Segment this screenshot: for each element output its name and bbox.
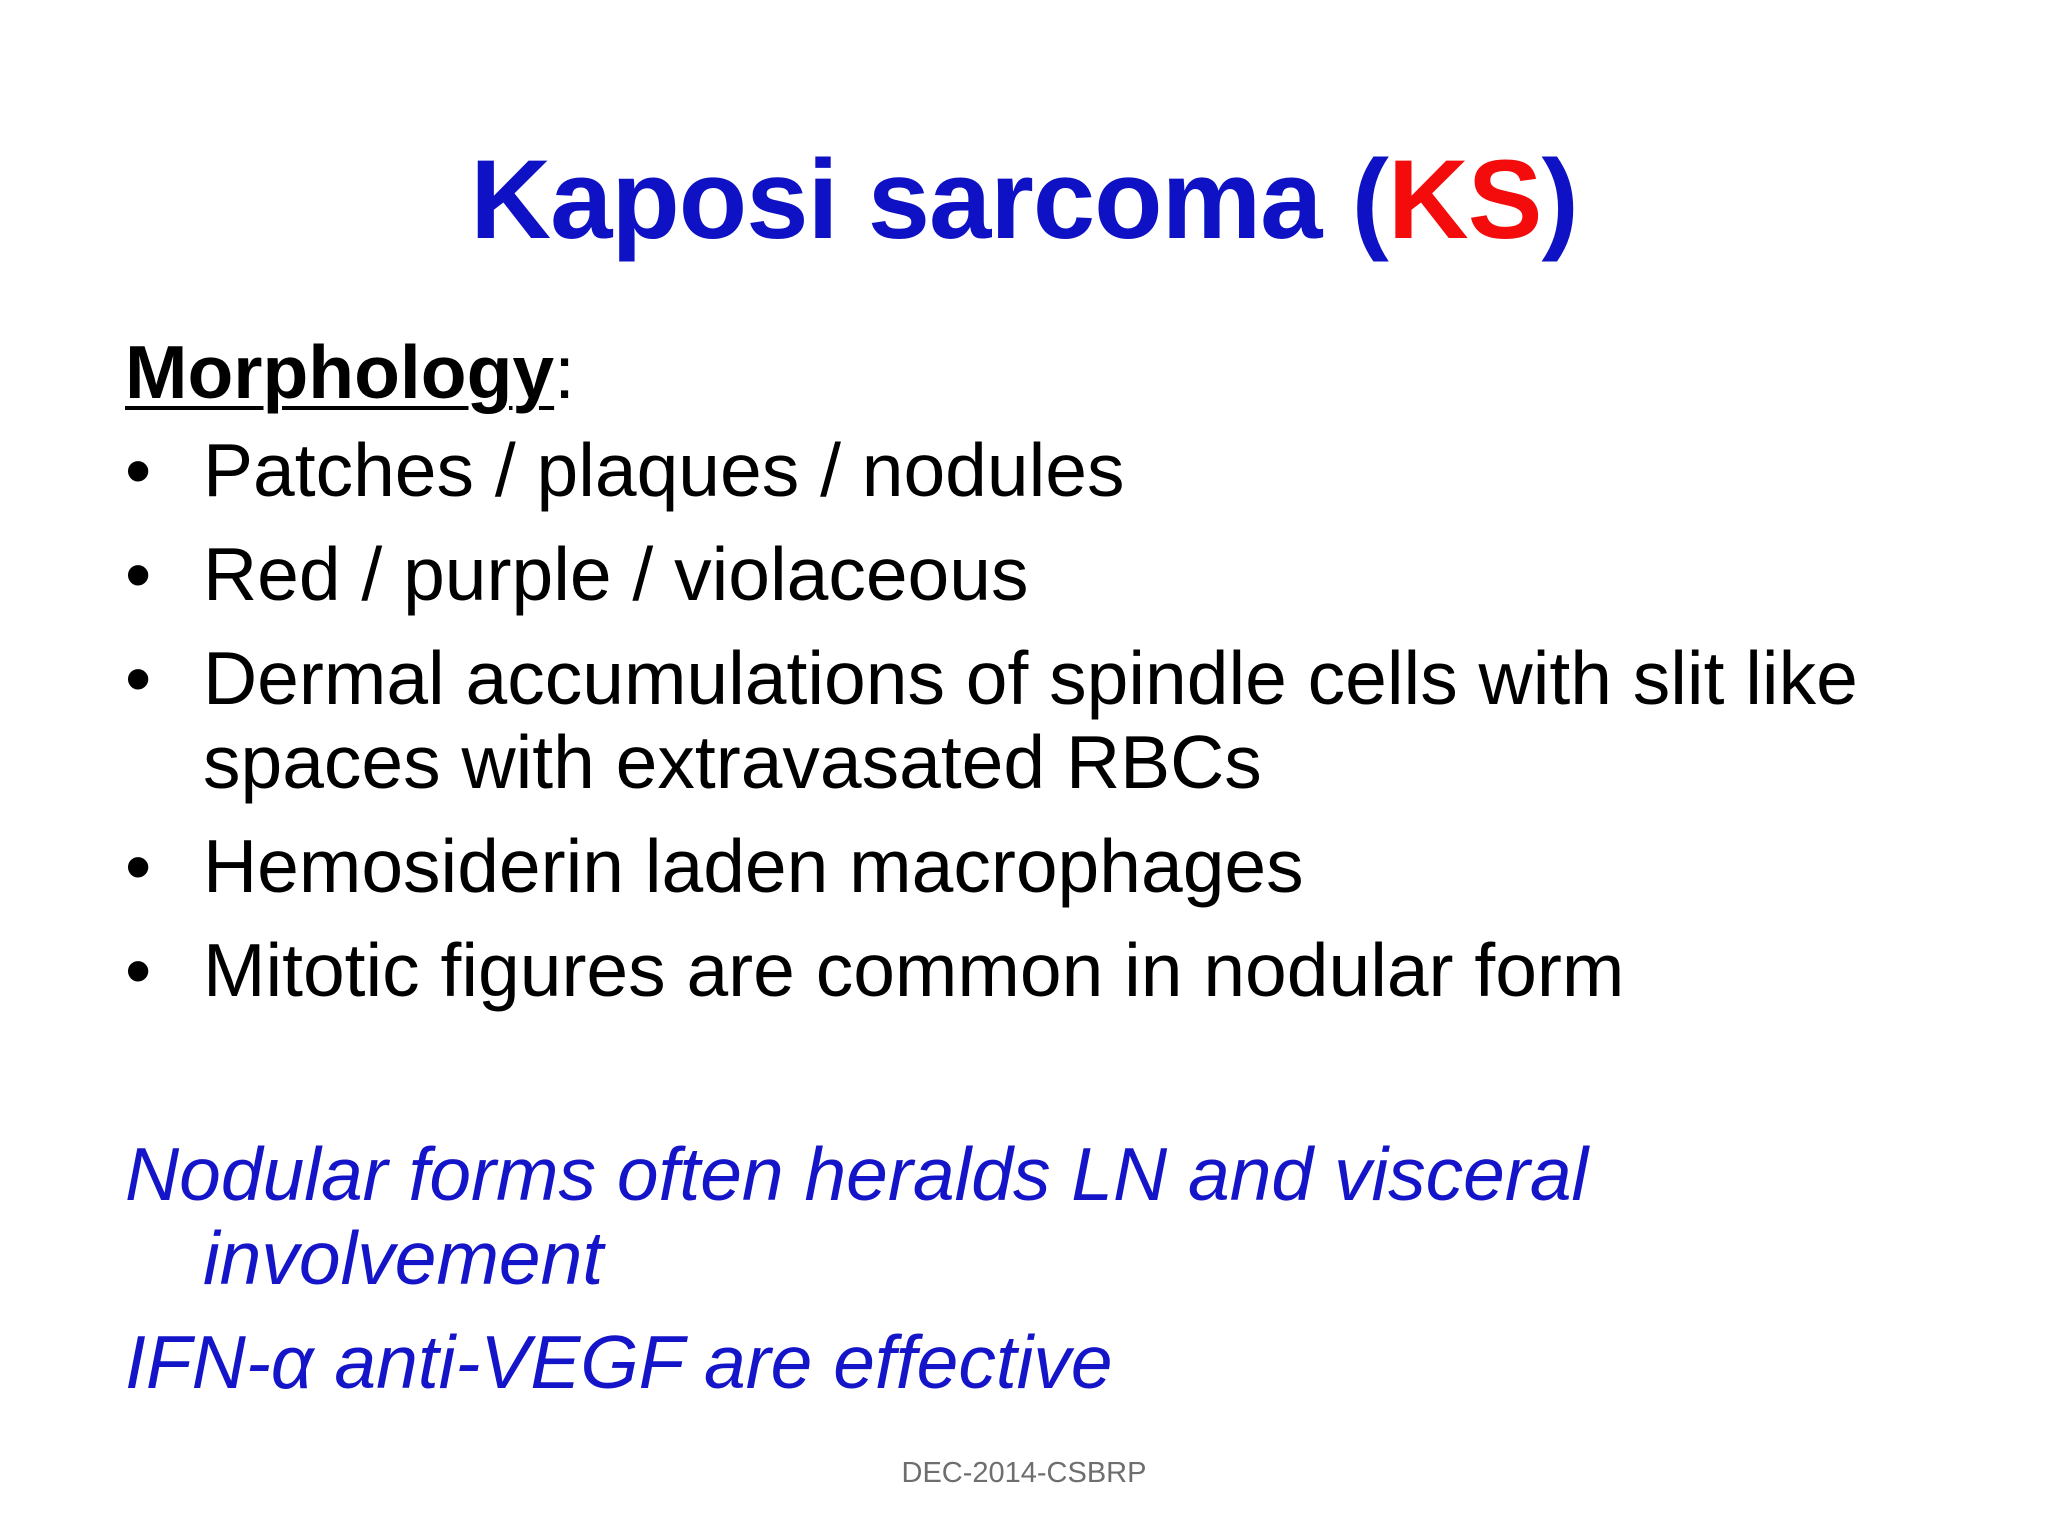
- slide-footer: DEC-2014-CSBRP: [901, 1457, 1147, 1489]
- bullet-text: Red / purple / violaceous: [203, 532, 1029, 616]
- note-treatment: IFN-α anti-VEGF are effective: [125, 1320, 1113, 1404]
- title-text: Kaposi sarcoma (: [470, 137, 1388, 262]
- bullet-icon: •: [125, 428, 152, 512]
- title-closing-paren: ): [1541, 137, 1578, 262]
- bullet-item: [125, 532, 2005, 616]
- bullet-icon: •: [125, 636, 152, 720]
- slide-title: [0, 135, 2048, 265]
- bullet-item: [125, 636, 2005, 804]
- bullet-icon: •: [125, 824, 152, 908]
- heading-label: Morphology: [125, 330, 555, 414]
- title-abbreviation: KS: [1387, 137, 1542, 262]
- bullet-list: [125, 428, 2005, 1012]
- clinical-notes: [125, 1132, 1925, 1424]
- bullet-text: Patches / plaques / nodules: [203, 428, 1125, 512]
- bullet-text: Hemosiderin laden macrophages: [203, 824, 1304, 908]
- bullet-text: Mitotic figures are common in nodular form: [203, 928, 1625, 1012]
- bullet-item: [125, 824, 2005, 908]
- slide-body: [125, 330, 2005, 1032]
- section-heading: [125, 330, 2005, 414]
- bullet-item: [125, 428, 2005, 512]
- heading-colon: :: [554, 330, 575, 414]
- bullet-icon: •: [125, 928, 152, 1012]
- note-nodular-forms: Nodular forms often heralds LN and visceral involvement: [125, 1132, 1589, 1300]
- bullet-text: Dermal accumulations of spindle cells with slit like spaces with extravasated RBCs: [203, 636, 1858, 804]
- bullet-item: [125, 928, 2005, 1012]
- bullet-icon: •: [125, 532, 152, 616]
